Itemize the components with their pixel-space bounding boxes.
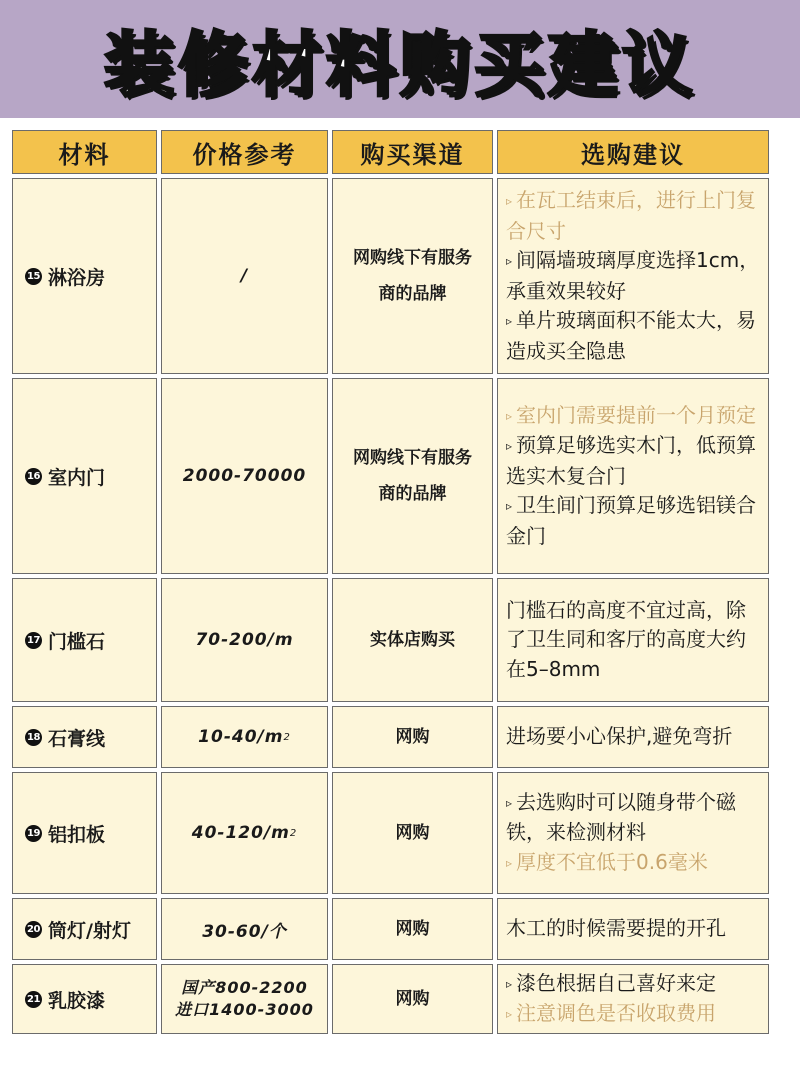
arrow-icon: ▹	[506, 254, 513, 268]
channel-cell	[332, 706, 493, 768]
number-badge: 15	[25, 268, 42, 285]
material-name: 门槛石	[48, 630, 106, 653]
advice-tip: 进场要小心保护,避免弯折	[506, 724, 733, 749]
advice-tip: ▹ 漆色根据自己喜好来定	[506, 970, 717, 995]
arrow-icon: ▹	[506, 795, 513, 810]
price-value: /	[240, 266, 249, 286]
price-value: 10-40/m	[198, 727, 284, 747]
channel-cell	[332, 378, 493, 574]
advice-tip: ▹ 厚度不宜低于0.6毫米	[506, 849, 708, 874]
price-cell	[161, 378, 328, 574]
material-name-cell	[12, 898, 157, 960]
price-cell	[161, 578, 328, 702]
advice-tip: ▹ 间隔墙玻璃厚度选择1cm，承重效果较好	[506, 248, 760, 303]
price-cell	[161, 898, 328, 960]
header-advice: 选购建议	[497, 130, 769, 174]
advice-tip: 木工的时候需要提的开孔	[506, 916, 726, 941]
advice-cell	[497, 378, 769, 574]
price-superscript: 2	[283, 731, 291, 743]
advice-cell	[497, 898, 769, 960]
arrow-icon: ▹	[506, 855, 513, 870]
table-row	[12, 964, 800, 1034]
table-row	[12, 578, 800, 702]
channel-cell	[332, 178, 493, 374]
price-cell	[161, 772, 328, 894]
material-name-cell	[12, 178, 157, 374]
number-badge: 18	[25, 729, 42, 746]
material-name: 室内门	[48, 466, 106, 489]
material-name-cell	[12, 706, 157, 768]
number-badge: 20	[25, 921, 42, 938]
table-row	[12, 772, 800, 894]
advice-cell	[497, 964, 769, 1034]
advice-cell	[497, 706, 769, 768]
price-cell	[161, 706, 328, 768]
advice-tip: ▹ 注意调色是否收取费用	[506, 1001, 717, 1025]
price-superscript: 2	[289, 827, 298, 839]
price-value-domestic: 国产800-2200	[181, 978, 308, 997]
channel-value: 网购	[395, 823, 430, 843]
advice-tip: ▹ 室内门需要提前一个月预定	[506, 402, 757, 427]
number-badge: 19	[25, 825, 42, 842]
advice-cell	[497, 772, 769, 894]
table-header-row	[12, 130, 800, 174]
price-value: 40-120/m	[191, 823, 290, 843]
arrow-icon: ▹	[506, 314, 513, 328]
number-badge: 21	[25, 991, 42, 1008]
material-name-cell	[12, 378, 157, 574]
arrow-icon: ▹	[506, 1007, 513, 1021]
material-name-cell	[12, 772, 157, 894]
channel-value: 网购线下有服务商的品牌	[353, 248, 472, 304]
number-badge: 16	[25, 468, 42, 485]
table-row	[12, 706, 800, 768]
price-cell	[161, 964, 328, 1034]
arrow-icon: ▹	[506, 499, 513, 514]
channel-value: 网购	[395, 919, 430, 939]
material-name: 筒灯/射灯	[48, 919, 131, 942]
advice-cell	[497, 578, 769, 702]
arrow-icon: ▹	[506, 408, 513, 423]
title-banner	[0, 0, 800, 118]
material-name-cell	[12, 578, 157, 702]
arrow-icon: ▹	[506, 194, 513, 208]
material-name-cell	[12, 964, 157, 1034]
advice-tip: ▹ 去选购时可以随身带个磁铁，来检测材料	[506, 789, 737, 845]
materials-table	[0, 118, 800, 1034]
header-material: 材料	[12, 130, 157, 174]
advice-tip: ▹ 卫生间门预算足够选铝镁合金门	[506, 493, 757, 548]
number-badge: 17	[25, 632, 42, 649]
advice-tip: ▹ 单片玻璃面积不能太大，易造成买全隐患	[506, 308, 757, 363]
header-price: 价格参考	[161, 130, 328, 174]
table-row	[12, 178, 800, 374]
arrow-icon: ▹	[506, 439, 513, 454]
price-value-imported: 进口1400-3000	[175, 1000, 314, 1019]
channel-value: 网购	[395, 727, 430, 747]
material-name: 乳胶漆	[48, 989, 106, 1012]
price-value: 70-200/m	[195, 630, 294, 650]
advice-tip: ▹ 预算足够选实木门，低预算选实木复合门	[506, 433, 757, 488]
advice-tip: 门槛石的高度不宜过高，除了卫生同和客厅的高度大约在5–8mm	[506, 597, 746, 681]
channel-value: 网购	[395, 989, 430, 1009]
arrow-icon: ▹	[506, 976, 513, 991]
header-channel: 购买渠道	[332, 130, 493, 174]
advice-tip: ▹ 在瓦工结束后，进行上门复合尺寸	[506, 188, 757, 243]
table-row	[12, 898, 800, 960]
price-value: 30-60/个	[202, 921, 287, 942]
material-name: 淋浴房	[48, 266, 106, 289]
channel-value: 网购线下有服务商的品牌	[353, 448, 472, 504]
channel-value: 实体店购买	[370, 630, 455, 650]
material-name: 石膏线	[48, 727, 106, 750]
table-row	[12, 378, 800, 574]
page-title: 装修材料购买建议	[104, 23, 696, 106]
price-cell	[161, 178, 328, 374]
channel-cell	[332, 772, 493, 894]
advice-cell	[497, 178, 769, 374]
channel-cell	[332, 898, 493, 960]
channel-cell	[332, 964, 493, 1034]
price-value: 2000-70000	[182, 466, 307, 486]
material-name: 铝扣板	[48, 823, 106, 846]
channel-cell	[332, 578, 493, 702]
